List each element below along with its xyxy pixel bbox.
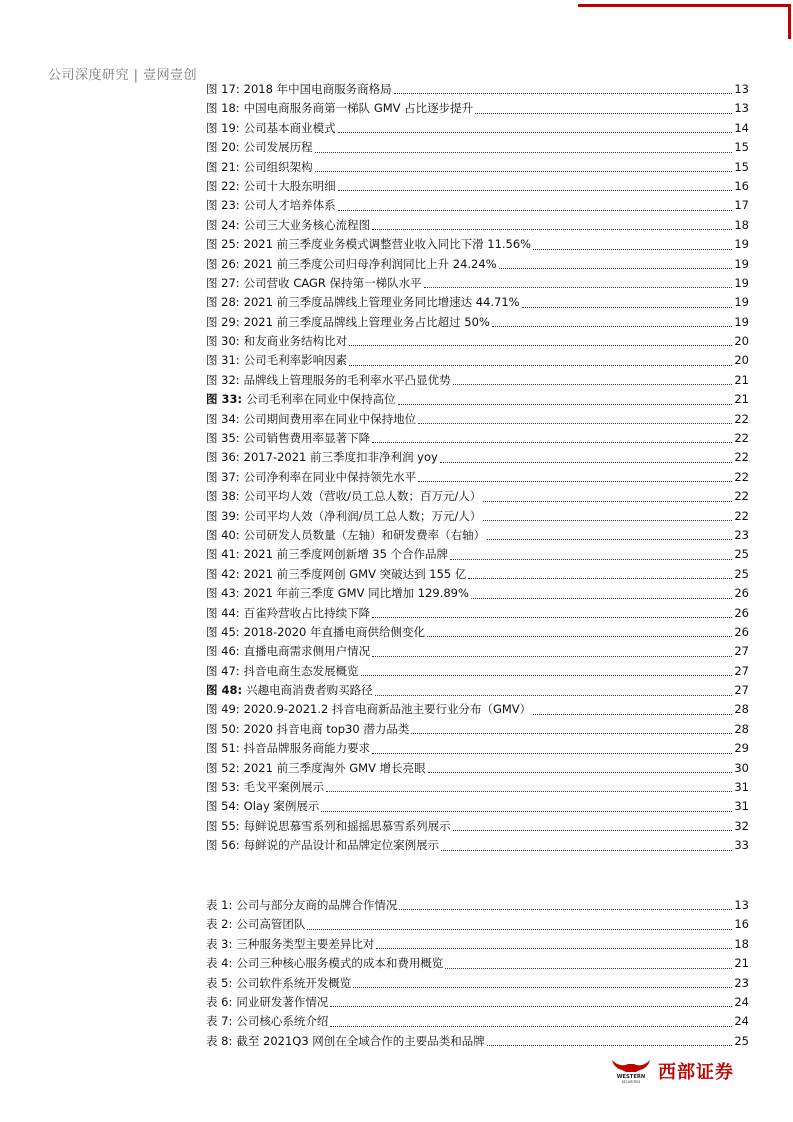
dot-leader <box>471 598 732 599</box>
figure-entry-page-number: 22 <box>734 450 749 465</box>
figure-entry-label: 图 39: <box>206 508 240 523</box>
figure-entry-title: 每鲜说的产品设计和品牌定位案例展示 <box>243 838 440 853</box>
figure-entry[interactable] <box>206 235 749 254</box>
figure-entry[interactable] <box>206 507 749 526</box>
dot-leader <box>338 210 733 211</box>
figure-entry-title: 2021 年前三季度 GMV 同比增加 129.89% <box>243 586 469 601</box>
table-entry-label: 表 2: <box>206 917 233 932</box>
dot-leader <box>338 190 733 191</box>
table-entry-label: 表 4: <box>206 956 233 971</box>
figure-entry-label: 图 17: <box>206 81 240 96</box>
dot-leader <box>475 113 732 114</box>
figure-entry-label: 图 20: <box>206 140 240 155</box>
figure-entry-page-number: 31 <box>734 780 749 795</box>
dot-leader <box>483 520 732 521</box>
company-name: 西部证券 <box>658 1062 734 1083</box>
dot-leader <box>424 287 733 288</box>
figure-entry-title: 抖音电商生态发展概览 <box>243 663 359 678</box>
dot-leader <box>376 948 732 949</box>
logo-mark-top-text: WESTERN <box>616 1074 646 1080</box>
figure-entry-label: 图 27: <box>206 275 240 290</box>
figure-entry-label: 图 42: <box>206 566 240 581</box>
figure-entry-title: 2021 前三季度网创 GMV 突破达到 155 亿 <box>243 566 467 581</box>
figure-entry-page-number: 32 <box>734 818 749 833</box>
table-entry-page-number: 24 <box>734 994 749 1009</box>
figure-entry-label: 图 55: <box>206 818 240 833</box>
figure-entry[interactable] <box>206 468 749 487</box>
dot-leader <box>468 578 732 579</box>
figure-entry-page-number: 15 <box>734 159 749 174</box>
dot-leader <box>487 539 732 540</box>
figure-entry-page-number: 30 <box>734 760 749 775</box>
figure-entry-page-number: 29 <box>734 741 749 756</box>
figure-entry[interactable] <box>206 817 749 836</box>
table-entry-label: 表 3: <box>206 936 233 951</box>
figure-entry[interactable] <box>206 526 749 545</box>
table-entry-label: 表 6: <box>206 994 233 1009</box>
figure-entry-title: 直播电商需求侧用户情况 <box>243 644 371 659</box>
dot-leader <box>533 714 732 715</box>
figure-entry-label: 图 50: <box>206 721 240 736</box>
figure-entry-title: 2018 年中国电商服务商格局 <box>243 81 392 96</box>
table-entry-page-number: 24 <box>734 1014 749 1029</box>
figure-entry-page-number: 22 <box>734 508 749 523</box>
header-accent-bar-vertical <box>788 4 791 39</box>
dot-leader <box>483 501 732 502</box>
figure-entry-title: 和友商业务结构比对 <box>243 334 348 349</box>
figure-entry-title: 2020.9-2021.2 抖音电商新品池主要行业分布（GMV） <box>243 702 532 717</box>
figure-entry[interactable] <box>206 293 749 312</box>
figure-entry-title: 2021 前三季度网创新增 35 个合作品牌 <box>243 547 449 562</box>
figure-entry-title: 2018-2020 年直播电商供给侧变化 <box>243 624 426 639</box>
dot-leader <box>372 617 732 618</box>
table-entry-title: 同业研发著作情况 <box>236 994 329 1009</box>
figure-entry-label: 图 28: <box>206 295 240 310</box>
figure-entry-title: 2021 前三季度品牌线上管理业务占比超过 50% <box>243 314 490 329</box>
figure-entry-title: 公司研发人员数量（左轴）和研发费率（右轴） <box>243 527 486 542</box>
dot-leader <box>307 929 732 930</box>
figure-entry[interactable] <box>206 371 749 390</box>
figure-entry[interactable] <box>206 584 749 603</box>
table-entry[interactable] <box>206 954 749 973</box>
company-logo <box>606 1056 746 1084</box>
figure-entry-page-number: 20 <box>734 334 749 349</box>
figure-entry-label: 图 52: <box>206 760 240 775</box>
figure-entry-label: 图 31: <box>206 353 240 368</box>
figure-entry[interactable] <box>206 778 749 797</box>
table-entry-label: 表 8: <box>206 1033 233 1048</box>
figure-entry-label: 图 43: <box>206 586 240 601</box>
figure-entry[interactable] <box>206 797 749 816</box>
figure-entry[interactable] <box>206 332 749 351</box>
figure-entry-label: 图 54: <box>206 799 240 814</box>
figure-entry-title: 2021 前三季度品牌线上管理业务同比增速达 44.71% <box>243 295 520 310</box>
dot-leader <box>353 987 732 988</box>
figure-entry-page-number: 31 <box>734 799 749 814</box>
figure-entry-page-number: 20 <box>734 353 749 368</box>
table-entry-page-number: 23 <box>734 975 749 990</box>
dot-leader <box>372 442 732 443</box>
figure-entry-title: 每鲜说思慕雪系列和摇摇思慕雪系列展示 <box>243 818 451 833</box>
figure-entry-title: 公司十大股东明细 <box>243 178 336 193</box>
figure-entry-title: 2021 前三季度淘外 GMV 增长亮眼 <box>243 760 426 775</box>
figure-entry-label: 图 45: <box>206 624 240 639</box>
table-entry-title: 公司与部分友商的品牌合作情况 <box>236 897 398 912</box>
figure-entry-page-number: 26 <box>734 605 749 620</box>
figure-entry-label: 图 47: <box>206 663 240 678</box>
table-entry[interactable] <box>206 915 749 934</box>
figure-entry[interactable] <box>206 701 749 720</box>
figure-entry-page-number: 21 <box>734 392 749 407</box>
figure-entry-page-number: 19 <box>734 314 749 329</box>
figure-entry[interactable] <box>206 351 749 370</box>
figure-entry-page-number: 19 <box>734 275 749 290</box>
figure-entry-label: 图 44: <box>206 605 240 620</box>
table-entry-title: 截至 2021Q3 网创在全域合作的主要品类和品牌 <box>236 1033 485 1048</box>
figure-entry-page-number: 15 <box>734 140 749 155</box>
figure-entry[interactable] <box>206 80 749 99</box>
figure-entry-page-number: 19 <box>734 295 749 310</box>
dot-leader <box>418 423 732 424</box>
figure-entry-title: 公司人才培养体系 <box>243 198 336 213</box>
table-entry-label: 表 7: <box>206 1014 233 1029</box>
figure-entry[interactable] <box>206 274 749 293</box>
bull-logo-icon <box>606 1056 656 1084</box>
figure-entry-page-number: 25 <box>734 566 749 581</box>
figure-entry-title: 公司期间费用率在同业中保持地位 <box>243 411 417 426</box>
dot-leader <box>372 656 732 657</box>
figure-entry-page-number: 28 <box>734 702 749 717</box>
table-entry-page-number: 18 <box>734 936 749 951</box>
figure-entry-title: 公司组织架构 <box>243 159 313 174</box>
figure-entry-title: 公司净利率在同业中保持领先水平 <box>243 469 417 484</box>
table-entry-page-number: 16 <box>734 917 749 932</box>
figure-entry-label: 图 26: <box>206 256 240 271</box>
dot-leader <box>394 93 733 94</box>
figure-entry-label: 图 34: <box>206 411 240 426</box>
figure-entry-page-number: 28 <box>734 721 749 736</box>
figure-entry-label: 图 32: <box>206 372 240 387</box>
dot-leader <box>372 753 732 754</box>
table-entry-title: 公司三种核心服务模式的成本和费用概览 <box>236 956 444 971</box>
dot-leader <box>372 229 732 230</box>
figure-entry-label: 图 38: <box>206 489 240 504</box>
figure-entry-page-number: 21 <box>734 372 749 387</box>
figure-entry-title: 毛戈平案例展示 <box>243 780 325 795</box>
figure-entry-page-number: 22 <box>734 411 749 426</box>
figure-entry-label: 图 41: <box>206 547 240 562</box>
figure-entry-label: 图 22: <box>206 178 240 193</box>
figure-entry-title: Olay 案例展示 <box>243 799 320 814</box>
figure-entry-page-number: 27 <box>734 644 749 659</box>
dot-leader <box>349 345 732 346</box>
figure-entry-title: 百雀羚营收占比持续下降 <box>243 605 371 620</box>
dot-leader <box>321 811 732 812</box>
table-entry-page-number: 25 <box>734 1033 749 1048</box>
figure-entry-page-number: 26 <box>734 624 749 639</box>
figure-entry[interactable] <box>206 604 749 623</box>
dot-leader <box>453 384 733 385</box>
report-header-label: 公司深度研究 | 壹网壹创 <box>48 68 198 83</box>
figure-entry[interactable] <box>206 158 749 177</box>
figure-entry[interactable] <box>206 759 749 778</box>
figure-entry[interactable] <box>206 623 749 642</box>
figure-entry-label: 图 19: <box>206 120 240 135</box>
table-entry-title: 公司软件系统开发概览 <box>236 975 352 990</box>
table-entry[interactable] <box>206 935 749 954</box>
figure-entry[interactable] <box>206 177 749 196</box>
figure-entry-page-number: 17 <box>734 198 749 213</box>
dot-leader <box>338 132 733 133</box>
figure-entry[interactable] <box>206 138 749 157</box>
figure-entry[interactable] <box>206 487 749 506</box>
figure-entry-label: 图 25: <box>206 237 240 252</box>
figure-entry-label: 图 29: <box>206 314 240 329</box>
figure-entry-page-number: 23 <box>734 527 749 542</box>
table-list <box>206 896 749 1051</box>
figure-entry[interactable] <box>206 390 749 409</box>
figure-entry-title: 公司毛利率在同业中保持高位 <box>246 392 396 407</box>
figure-entry-label: 图 35: <box>206 431 240 446</box>
table-entry[interactable] <box>206 1012 749 1031</box>
table-entry[interactable] <box>206 1032 749 1051</box>
figure-entry-page-number: 27 <box>734 683 749 698</box>
table-entry-label: 表 1: <box>206 897 233 912</box>
figure-entry-label: 图 18: <box>206 101 240 116</box>
figure-entry-title: 2021 前三季度公司归母净利润同比上升 24.24% <box>243 256 497 271</box>
dot-leader <box>522 307 733 308</box>
dot-leader <box>398 404 733 405</box>
dot-leader <box>315 171 733 172</box>
figure-entry-title: 公司平均人效（营收/员工总人数；百万元/人） <box>243 489 482 504</box>
dot-leader <box>326 791 732 792</box>
figure-entry[interactable] <box>206 216 749 235</box>
dot-leader <box>330 1026 732 1027</box>
figure-entry[interactable] <box>206 836 749 855</box>
dot-leader <box>361 675 733 676</box>
figure-entry-title: 品牌线上管理服务的毛利率水平凸显优势 <box>243 372 451 387</box>
figure-entry-label: 图 24: <box>206 217 240 232</box>
figure-entry[interactable] <box>206 410 749 429</box>
figure-entry[interactable] <box>206 196 749 215</box>
figure-entry-label: 图 40: <box>206 527 240 542</box>
dot-leader <box>450 559 732 560</box>
figure-entry-label: 图 53: <box>206 780 240 795</box>
dot-leader <box>428 772 733 773</box>
table-entry-title: 三种服务类型主要差异比对 <box>236 936 375 951</box>
table-entry-title: 公司高管团队 <box>236 917 306 932</box>
dot-leader <box>411 733 732 734</box>
figure-entry-page-number: 14 <box>734 120 749 135</box>
figure-entry-title: 公司发展历程 <box>243 140 313 155</box>
figure-entry-page-number: 16 <box>734 178 749 193</box>
figure-entry-page-number: 13 <box>734 101 749 116</box>
dot-leader <box>440 462 733 463</box>
figure-entry-page-number: 26 <box>734 586 749 601</box>
dot-leader <box>315 152 733 153</box>
figure-entry-label: 图 30: <box>206 334 240 349</box>
table-entry-label: 表 5: <box>206 975 233 990</box>
figure-entry[interactable] <box>206 681 749 700</box>
dot-leader <box>441 850 732 851</box>
figure-entry-page-number: 22 <box>734 469 749 484</box>
table-entry-page-number: 13 <box>734 897 749 912</box>
figure-entry-title: 公司销售费用率显著下降 <box>243 431 371 446</box>
dot-leader <box>330 1006 732 1007</box>
dot-leader <box>349 365 732 366</box>
figure-entry[interactable] <box>206 739 749 758</box>
figure-entry[interactable] <box>206 255 749 274</box>
dot-leader <box>399 909 732 910</box>
figure-entry-label: 图 46: <box>206 644 240 659</box>
dot-leader <box>499 268 733 269</box>
figure-entry-page-number: 22 <box>734 489 749 504</box>
figure-entry-label: 图 23: <box>206 198 240 213</box>
figure-entry-title: 公司三大业务核心流程图 <box>243 217 371 232</box>
table-entry-title: 公司核心系统介绍 <box>236 1014 329 1029</box>
figure-entry-title: 中国电商服务商第一梯队 GMV 占比逐步提升 <box>243 101 474 116</box>
figure-entry-title: 2021 前三季度业务模式调整营业收入同比下滑 11.56% <box>243 237 532 252</box>
figure-entry[interactable] <box>206 642 749 661</box>
figure-entry-title: 公司基本商业模式 <box>243 120 336 135</box>
dot-leader <box>445 968 732 969</box>
dot-leader <box>487 1045 733 1046</box>
figure-entry-page-number: 25 <box>734 547 749 562</box>
figure-entry-label: 图 33: <box>206 392 243 407</box>
figure-entry-label: 图 56: <box>206 838 240 853</box>
table-entry-page-number: 21 <box>734 956 749 971</box>
figure-entry[interactable] <box>206 720 749 739</box>
figure-entry[interactable] <box>206 429 749 448</box>
figure-entry-label: 图 48: <box>206 683 243 698</box>
figure-entry-label: 图 36: <box>206 450 240 465</box>
figure-entry-page-number: 19 <box>734 256 749 271</box>
figure-entry-label: 图 21: <box>206 159 240 174</box>
figure-entry-title: 2020 抖音电商 top30 潜力品类 <box>243 721 410 736</box>
figure-entry-title: 公司毛利率影响因素 <box>243 353 348 368</box>
figure-entry[interactable] <box>206 448 749 467</box>
figure-entry-page-number: 18 <box>734 217 749 232</box>
figure-entry[interactable] <box>206 99 749 118</box>
figure-entry-page-number: 27 <box>734 663 749 678</box>
figure-entry[interactable] <box>206 662 749 681</box>
dot-leader <box>418 481 732 482</box>
figure-entry-title: 抖音品牌服务商能力要求 <box>243 741 371 756</box>
figure-entry-label: 图 49: <box>206 702 240 717</box>
dot-leader <box>375 695 733 696</box>
dot-leader <box>492 326 733 327</box>
figure-entry[interactable] <box>206 313 749 332</box>
figure-entry[interactable] <box>206 119 749 138</box>
figure-entry[interactable] <box>206 565 749 584</box>
dot-leader <box>533 249 732 250</box>
table-entry[interactable] <box>206 974 749 993</box>
figure-entry-title: 公司营收 CAGR 保持第一梯队水平 <box>243 275 422 290</box>
header-accent-bar <box>578 4 791 7</box>
figure-entry-label: 图 51: <box>206 741 240 756</box>
figure-entry-page-number: 33 <box>734 838 749 853</box>
figure-entry-title: 公司平均人效（净利润/员工总人数；万元/人） <box>243 508 482 523</box>
dot-leader <box>453 830 733 831</box>
table-entry[interactable] <box>206 896 749 915</box>
figure-entry-page-number: 19 <box>734 237 749 252</box>
logo-mark-bottom-text: SECURITIES <box>621 1080 641 1084</box>
figure-entry[interactable] <box>206 545 749 564</box>
figure-entry-page-number: 22 <box>734 431 749 446</box>
figure-entry-title: 2017-2021 前三季度扣非净利润 yoy <box>243 450 438 465</box>
figure-list <box>206 80 749 856</box>
figure-entry-page-number: 13 <box>734 81 749 96</box>
table-entry[interactable] <box>206 993 749 1012</box>
figure-entry-title: 兴趣电商消费者购买路径 <box>246 683 373 698</box>
figure-entry-label: 图 37: <box>206 469 240 484</box>
dot-leader <box>427 636 732 637</box>
